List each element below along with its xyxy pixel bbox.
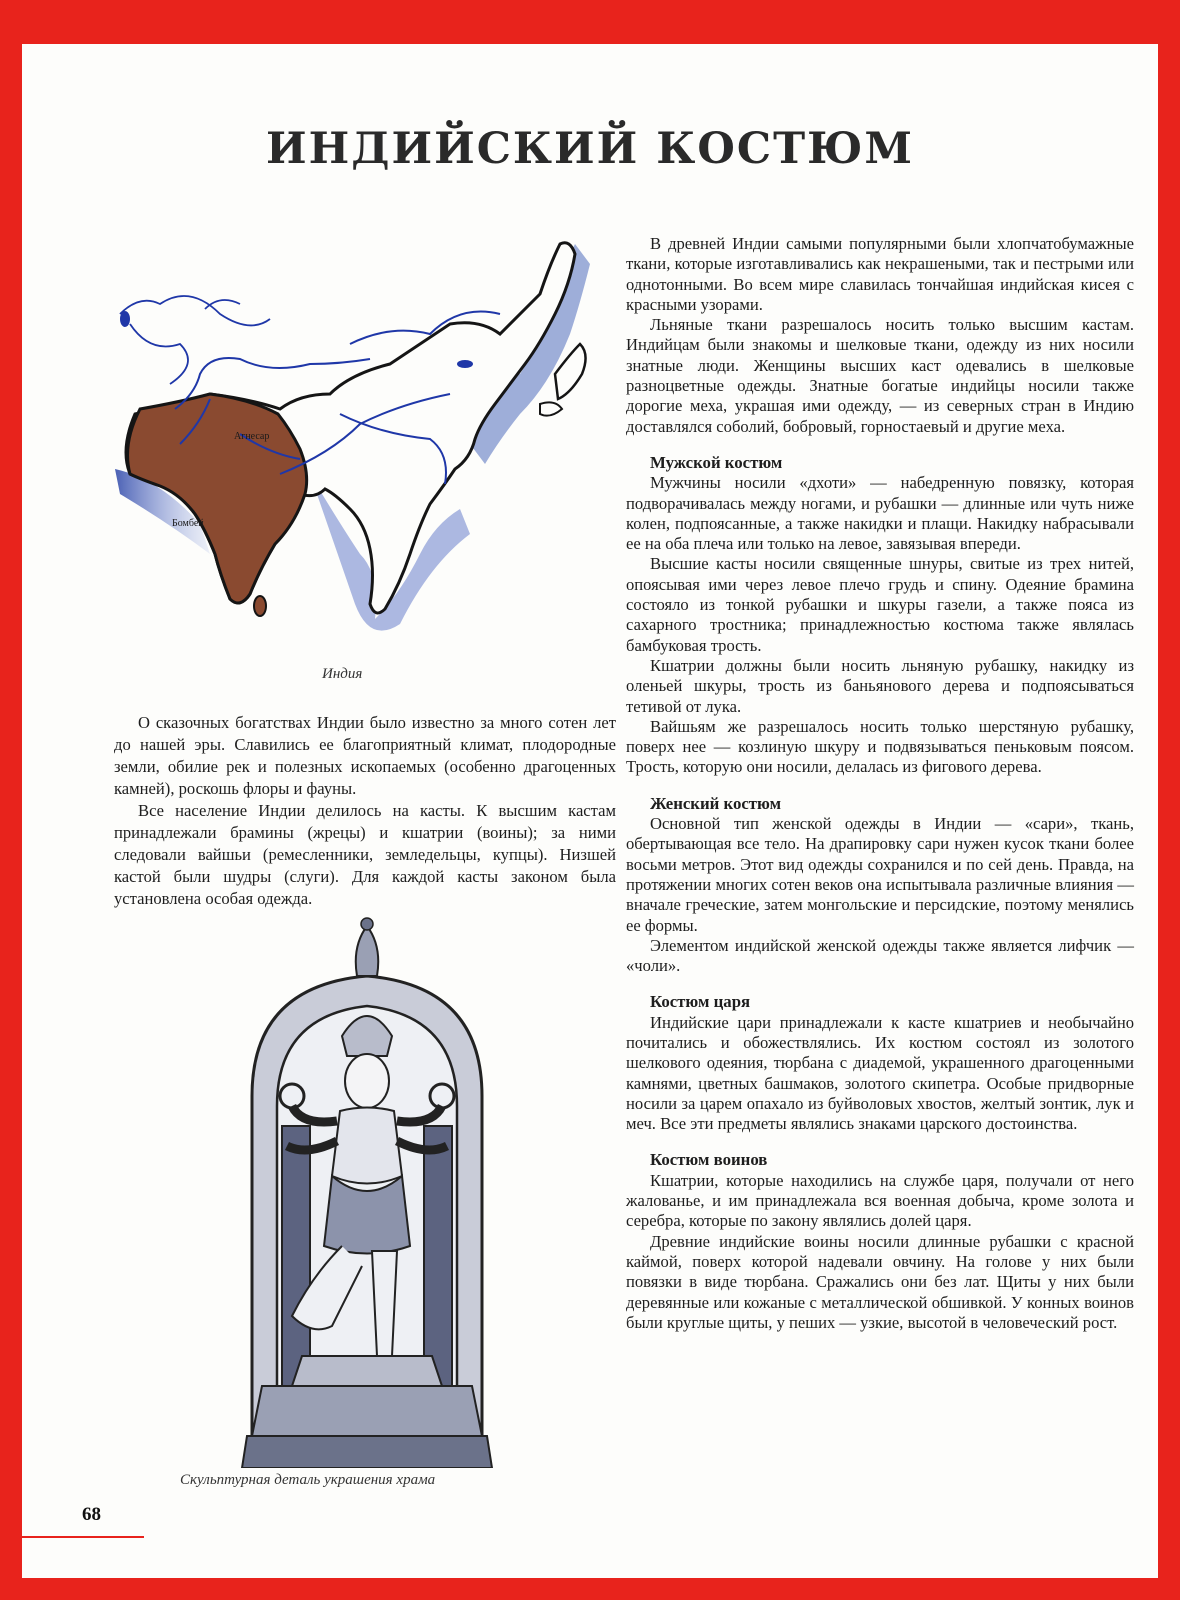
footer-rule [22,1536,144,1538]
page-number: 68 [82,1504,101,1525]
left-column [114,712,616,910]
temple-sculpture-illustration [232,916,502,1468]
map-of-india [100,224,610,664]
paragraph: Высшие касты носили священные шнуры, свитые из трех нитей, опоясывая ими через левое плечо грудь и спину. Одеяние брамина состояло из тонкой рубашки и шкуры газели, а также пояса из сахарного тростника; принадлежностью костюма также являлась бамбуковая трость. [626,554,1134,655]
section-heading-king: Костюм царя [650,992,751,1012]
map-label-bombay: Бомбей [172,518,204,529]
paragraph: Древние индийские воины носили длинные рубашки с красной каймой, поверх которой надевали овчину. На голове у них были повязки в виде тюрбана. Сражались они без лат. Щиты у них были деревянные или кожаные с металлической обшивкой. У конных воинов были круглые щиты, у пеших — узкие, высотой в человеческий рост. [626,1231,1134,1332]
page-title: ИНДИЙСКИЙ КОСТЮМ [265,124,915,174]
section-heading-women: Женский костюм [650,793,782,813]
paragraph: Кшатрии, которые находились на службе царя, получали от него жалованье, и им принадлежала вся военная добыча, кроме золота и серебра, которые по закону являлись долей царя. [626,1170,1134,1231]
paragraph: Элементом индийской женской одежды также является лифчик — «чоли». [626,935,1134,976]
paragraph: Основной тип женской одежды в Индии — «сари», ткань, обертывающая все тело. На драпировку сари нужен кусок ткани более восьми метров. Этот вид одежды сохранился и по сей день. Правда, на протяжении многих сотен веков она испытывала различные влияния — вначале греческие, затем монгольские и персидские, поэтому менялись ее формы. [626,814,1134,935]
map-caption: Индия [322,666,363,682]
paragraph: Кшатрии должны были носить льняную рубашку, накидку из оленьей шкуры, трость из баньянового дерева и подпоясываться тетивой от лука. [626,655,1134,716]
map-label-city: Агнесар [234,431,270,442]
section-heading-warriors: Костюм воинов [650,1150,768,1170]
right-column [626,234,1134,1333]
paragraph: Вайшьям же разрешалось носить только шерстяную рубашку, поверх нее — козлиную шкуру и подвязываться пеньковым поясом. Трость, которую они носили, делалась из фигового дерева. [626,716,1134,777]
paragraph: В древней Индии самыми популярными были хлопчатобумажные ткани, которые изготавливались как некрашеными, так и пестрыми или однотонными. Во всем мире славилась тончайшая индийская кисея с красными узорами. [626,234,1134,314]
paragraph: Льняные ткани разрешалось носить только высшим кастам. Индийцам были знакомы и шелковые ткани, одежду из них носили знатные люди. Женщины высших каст одевались в шелковые разноцветные одежды. Знатные богатые индийцы носили также дорогие меха, украшая ими одежду, — из северных стран в Индию доставлялся соболий, бобровый, горностаевый и другие меха. [626,315,1134,436]
statue-caption: Скульптурная деталь украшения храма [180,1472,436,1488]
paragraph: Индийские цари принадлежали к касте кшатриев и необычайно почитались и обожествлялись. Их костюм состоял из золотого шелкового одеяния, тюрбана с диадемой, украшенного драгоценными камнями, цветных башмаков, золотого скипетра. Особые придворные носили за царем опахало из буйволовых хвостов, желтый зонтик, лук и меч. Все эти предметы являлись знаками царского достоинства. [626,1012,1134,1134]
section-heading-men: Мужской костюм [650,452,783,472]
paragraph: О сказочных богатствах Индии было известно за много сотен лет до нашей эры. Славились ее благоприятный климат, плодородные земли, обилие рек и полезных ископаемых (особенно драгоценных камней), роскошь флоры и фауны. [114,713,616,798]
paragraph: Мужчины носили «дхоти» — набедренную повязку, которая подворачивалась между ногами, и рубашки — длинные или чуть ниже колен, подпоясанные, а также накидки и плащи. Накидку набрасывали ее на оба плеча или только на левое, завязывая впереди. [626,473,1134,554]
paragraph: Все население Индии делилось на касты. К высшим кастам принадлежали брамины (жрецы) и кшатрии (воины); за ними следовали вайшьи (ремесленники, земледельцы, купцы). Низшей кастой были шудры (слуги). Для каждой касты законом была установлена особая одежда. [114,801,616,908]
